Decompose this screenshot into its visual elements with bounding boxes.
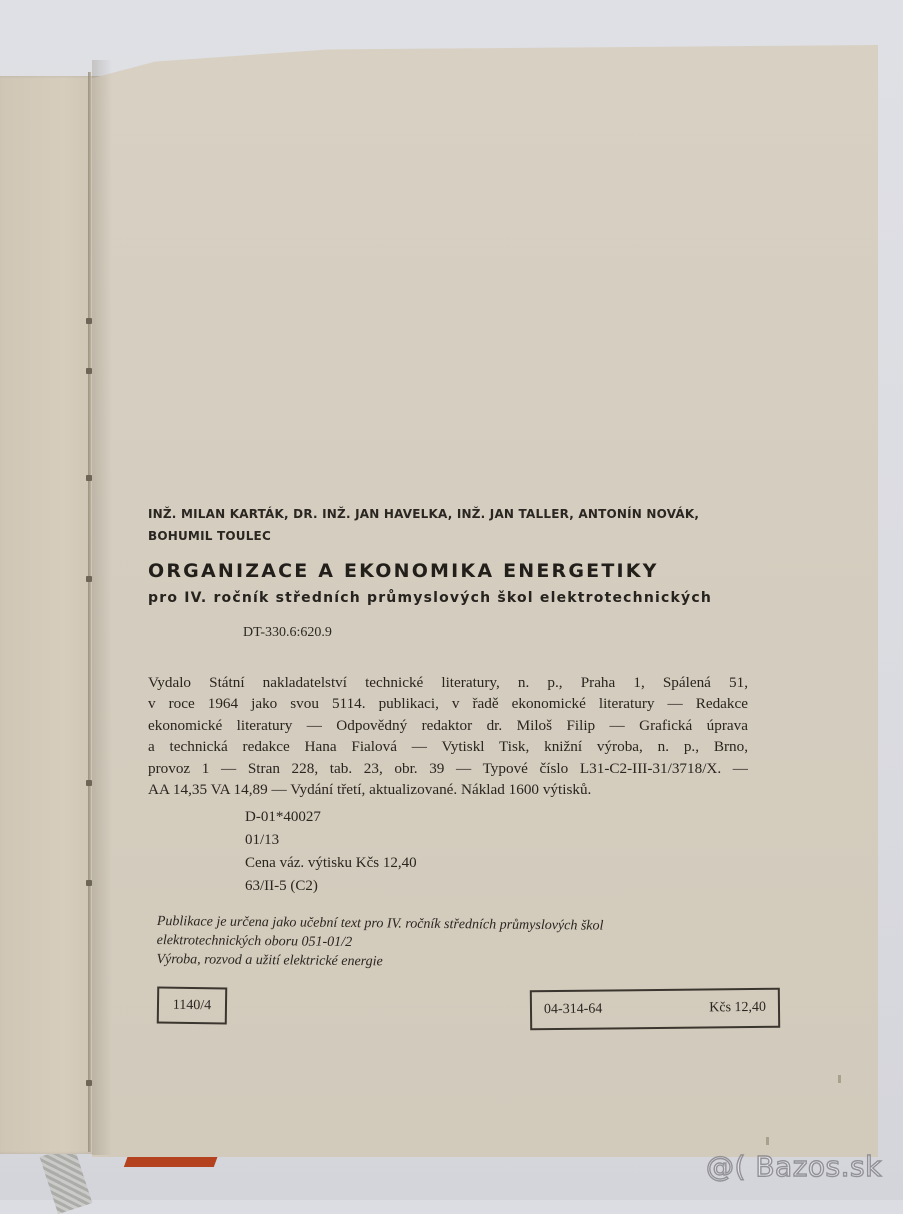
catalog-number-box — [157, 987, 228, 1025]
note-line: Publikace je určena jako učební text pro IV. ročník středních průmyslových škol — [156, 913, 604, 934]
order-code: 04-314-64 — [543, 1001, 603, 1018]
bazos-watermark: @( Bazos.sk — [706, 1150, 882, 1183]
price-line: Cena váz. výtisku Kčs 12,40 — [245, 855, 417, 871]
authors-line: INŽ. MILAN KARTÁK, DR. INŽ. JAN HAVELKA, INŽ. JAN TALLER, ANTONÍN NOVÁK, — [148, 507, 700, 521]
usage-note — [156, 912, 603, 974]
code-line: D-01*40027 — [245, 809, 321, 825]
order-price: Kčs 12,40 — [709, 999, 767, 1016]
classification-code: DT-330.6:620.9 — [243, 625, 332, 640]
code-line: 01/13 — [245, 832, 280, 848]
imprint-line: v roce 1964 jako svou 5114. publikaci, v řadě ekonomické literatury — Redakce — [148, 695, 748, 713]
code-line: 63/II-5 (C2) — [245, 878, 318, 894]
imprint-paragraph — [148, 672, 748, 800]
authors-line: BOHUMIL TOULEC — [148, 529, 271, 543]
book-subtitle: pro IV. ročník středních průmyslových škol elektrotechnických — [148, 590, 713, 606]
imprint-line: AA 14,35 VA 14,89 — Vydání třetí, aktualizované. Náklad 1600 výtisků. — [148, 781, 592, 799]
order-price-box — [530, 988, 780, 1031]
note-line: elektrotechnických oboru 051-01/2 — [156, 932, 353, 951]
imprint-line: ekonomické literatury — Odpovědný redaktor dr. Miloš Filip — Grafická úprava — [148, 716, 748, 734]
imprint-line: Vydalo Státní nakladatelství technické literatury, n. p., Praha 1, Spálená 51, — [148, 674, 748, 691]
catalog-number: 1140/4 — [172, 997, 212, 1013]
imprint-line: provoz 1 — Stran 228, tab. 23, obr. 39 — Typové číslo L31-C2-III-31/3718/X. — — [148, 759, 748, 777]
imprint-line: a technická redakce Hana Fialová — Vytiskl Tisk, knižní výroba, n. p., Brno, — [148, 738, 748, 756]
note-line: Výroba, rozvod a užití elektrické energie — [156, 951, 383, 970]
book-title: ORGANIZACE A EKONOMIKA ENERGETIKY — [148, 560, 659, 582]
publication-codes — [245, 806, 417, 898]
authors-list — [148, 503, 748, 547]
